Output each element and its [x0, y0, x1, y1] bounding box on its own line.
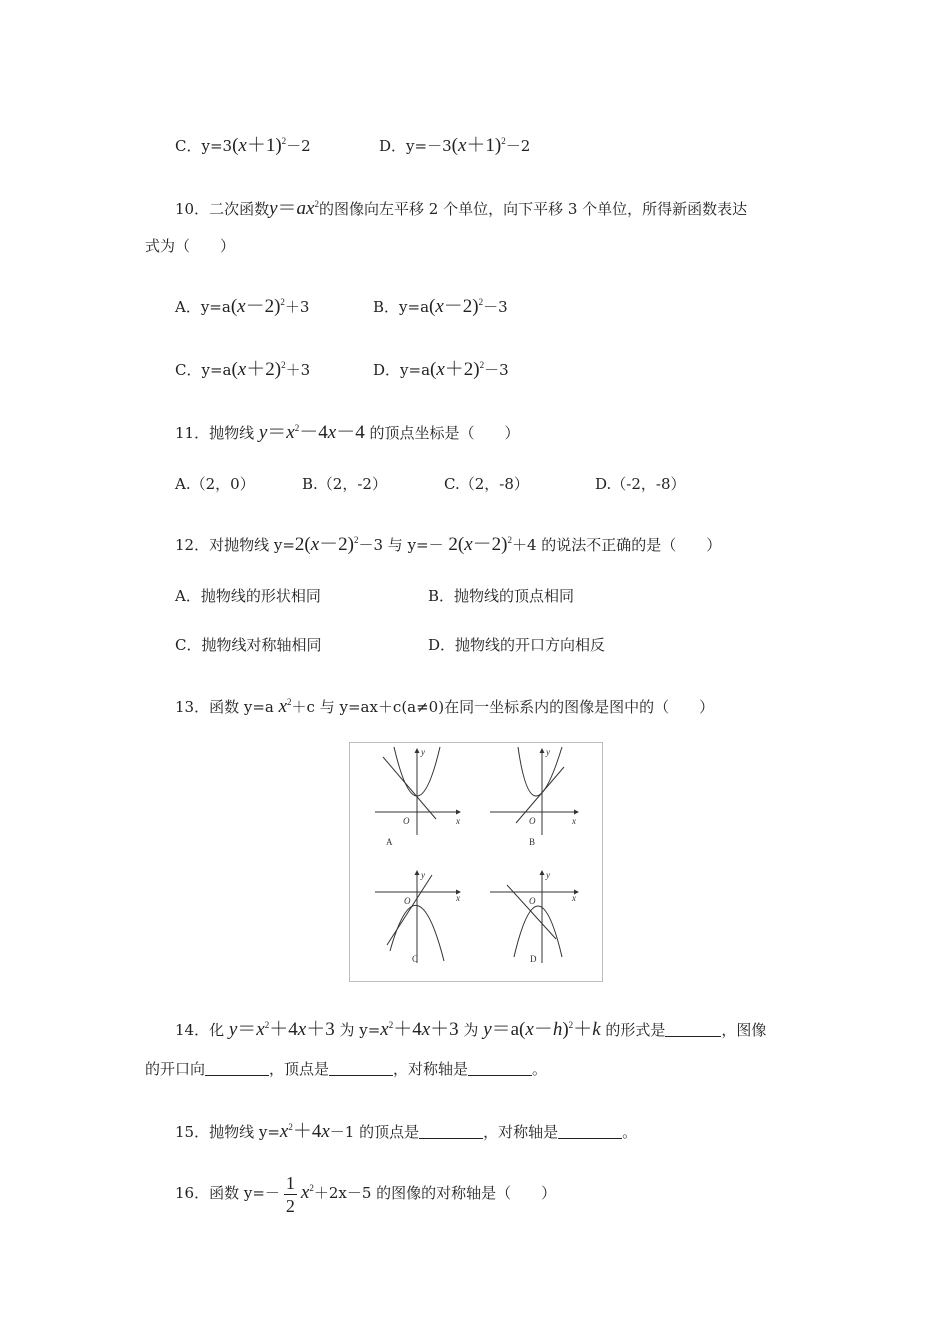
panel-c-x-label: x: [456, 893, 460, 903]
q16-fraction-numerator: 1: [285, 1172, 295, 1193]
q11-option-b: B.（2，-2）: [302, 475, 387, 493]
q14-line2-b: ，顶点是: [269, 1060, 330, 1078]
q15-prefix: 15．抛物线 y=: [175, 1123, 280, 1141]
q10-option-c-expr: $(x+2)^2$: [231, 359, 286, 380]
panel-b-y-label: y: [546, 747, 550, 757]
q10-suffix: 的图像向左平移 2 个单位，向下平移 3 个单位，所得新函数表达: [318, 200, 748, 218]
q13-prefix: 13．函数 y=a: [175, 698, 274, 716]
q9-option-d-expr: $(x+1)^2$: [451, 135, 506, 156]
q14-stem: [175, 1015, 766, 1040]
q9-option-d: [379, 131, 530, 156]
q10-option-a-expr: $(x-2)^2$: [230, 296, 285, 317]
q14-mid1: 为 y=: [339, 1021, 381, 1039]
q15-end: 。: [622, 1123, 638, 1141]
q14-mid4: ，图像: [721, 1021, 767, 1039]
panel-a-origin-label: O: [403, 816, 410, 826]
q14-expr-1: $y=x^2+4x+3$: [228, 1019, 340, 1040]
q10-option-c-tail: ＋3: [285, 361, 311, 379]
panel-d-x-label: x: [572, 893, 576, 903]
panel-d-y-label: y: [546, 870, 550, 880]
q11-option-c: C.（2，-8）: [444, 475, 529, 493]
q12-mid1: －3 与 y=－: [358, 536, 444, 554]
q10-expr: $y=ax^2$: [269, 198, 319, 219]
q15-stem: [175, 1117, 637, 1142]
panel-b-x-label: x: [572, 816, 576, 826]
q9-option-c: [175, 131, 311, 156]
q10-option-b-label: B．y=a: [373, 298, 430, 316]
q9-option-d-tail: －2: [505, 137, 531, 155]
panel-c-caption: C: [412, 954, 419, 964]
panel-b-caption: B: [529, 837, 536, 847]
panel-c: [375, 871, 460, 963]
panel-a-caption: A: [386, 837, 393, 847]
panel-c-origin-label: O: [404, 896, 411, 906]
panel-d: [490, 871, 578, 963]
panel-d-origin-label: O: [529, 896, 536, 906]
panel-a: [375, 747, 460, 835]
q13-suffix: ＋c 与 y=ax＋c(a≠0)在同一坐标系内的图像是图中的（ ）: [291, 698, 715, 716]
panel-a-y-label: y: [421, 747, 425, 757]
q16-stem: [175, 1166, 556, 1217]
q12-option-d: D．抛物线的开口方向相反: [428, 636, 606, 654]
q16-prefix: 16．函数 y=－: [175, 1184, 280, 1202]
q11-expr: $y=x^2-4x-4$: [258, 422, 370, 443]
q13-graph-svg: [350, 743, 602, 981]
q14-line2-a: 的开口向: [145, 1060, 206, 1078]
panel-a-x-label: x: [456, 816, 460, 826]
q9-option-c-expr: $(x+1)^2$: [232, 135, 287, 156]
q10-option-a-tail: ＋3: [284, 298, 310, 316]
q11-suffix: 的顶点坐标是（ ）: [369, 424, 520, 442]
q10-option-c-label: C．y=a: [175, 361, 232, 379]
q12-expr-1: $2(x-2)^2$: [294, 534, 359, 555]
q10-option-c: [175, 355, 310, 380]
q15-mid2: ，对称轴是: [483, 1123, 559, 1141]
q10-option-d-label: D．y=a: [373, 361, 431, 379]
q14-mid3: 的形式是: [605, 1021, 666, 1039]
q10-stem: [175, 194, 747, 219]
q14-blank-axis[interactable]: [468, 1061, 532, 1076]
q10-option-d: [373, 355, 509, 380]
q14-expr-3: $y=a(x-h)^2+k$: [483, 1019, 601, 1040]
panel-c-y-label: y: [421, 870, 425, 880]
q10-option-b-expr: $(x-2)^2$: [429, 296, 484, 317]
q12-option-a: A．抛物线的形状相同: [175, 587, 321, 605]
q16-suffix: ＋2x－5 的图像的对称轴是（ ）: [313, 1184, 557, 1202]
q12-option-b: B．抛物线的顶点相同: [428, 587, 575, 605]
q15-blank-axis[interactable]: [558, 1124, 622, 1139]
q12-stem: [175, 530, 721, 555]
panel-a-line: [383, 757, 436, 819]
q14-blank-vertex[interactable]: [329, 1061, 393, 1076]
q15-blank-vertex[interactable]: [419, 1124, 483, 1139]
q11-stem: [175, 418, 519, 443]
panel-d-caption: D: [530, 954, 537, 964]
q14-prefix: 14．化: [175, 1021, 225, 1039]
q11-option-a: A.（2，0）: [175, 475, 255, 493]
panel-b-origin-label: O: [529, 816, 536, 826]
q10-option-d-tail: －3: [484, 361, 509, 379]
q10-stem-line2: 式为（ ）: [145, 237, 236, 255]
panel-c-line: [387, 875, 432, 945]
q12-mid2: ＋4 的说法不正确的是（ ）: [511, 536, 722, 554]
q11-prefix: 11．抛物线: [175, 424, 255, 442]
q14-blank-form[interactable]: [665, 1022, 721, 1037]
q12-prefix: 12．对抛物线 y=: [175, 536, 295, 554]
q9-option-d-label: D．y=－3: [379, 137, 452, 155]
q15-mid: －1 的顶点是: [329, 1123, 420, 1141]
q14-blank-direction[interactable]: [205, 1061, 269, 1076]
q14-mid2: 为: [463, 1021, 479, 1039]
q14-expr-2: $x^2+4x+3$: [380, 1019, 464, 1040]
q16-fraction-denominator: 2: [285, 1195, 295, 1216]
q14-stem-line2: [145, 1059, 547, 1079]
q10-option-a-label: A．y=a: [175, 298, 231, 316]
q11-option-d: D.（-2，-8）: [595, 475, 686, 493]
q10-prefix: 10．二次函数: [175, 200, 270, 218]
q12-expr-2: $2(x-2)^2$: [443, 534, 512, 555]
q14-line2-c: ，对称轴是: [393, 1060, 469, 1078]
q10-option-b-tail: －3: [483, 298, 508, 316]
q16-expr: $x^2$: [300, 1182, 314, 1203]
q14-line2-d: 。: [532, 1060, 548, 1078]
q13-graph-figure: [349, 742, 603, 982]
panel-d-line: [507, 885, 556, 939]
q10-option-a: [175, 292, 309, 317]
q12-option-c: C．抛物线对称轴相同: [175, 636, 322, 654]
q15-expr: $x^2+4x$: [279, 1121, 330, 1142]
q16-fraction: [284, 1172, 297, 1217]
panel-b-parabola: [518, 747, 562, 796]
q10-option-b: [373, 292, 508, 317]
panel-d-parabola: [514, 906, 562, 957]
q10-option-d-expr: $(x+2)^2$: [430, 359, 485, 380]
q9-option-c-tail: －2: [286, 137, 311, 155]
q9-option-c-label: C．y=3: [175, 137, 233, 155]
q13-expr: $x^2$: [278, 696, 292, 717]
q13-stem: [175, 692, 714, 717]
